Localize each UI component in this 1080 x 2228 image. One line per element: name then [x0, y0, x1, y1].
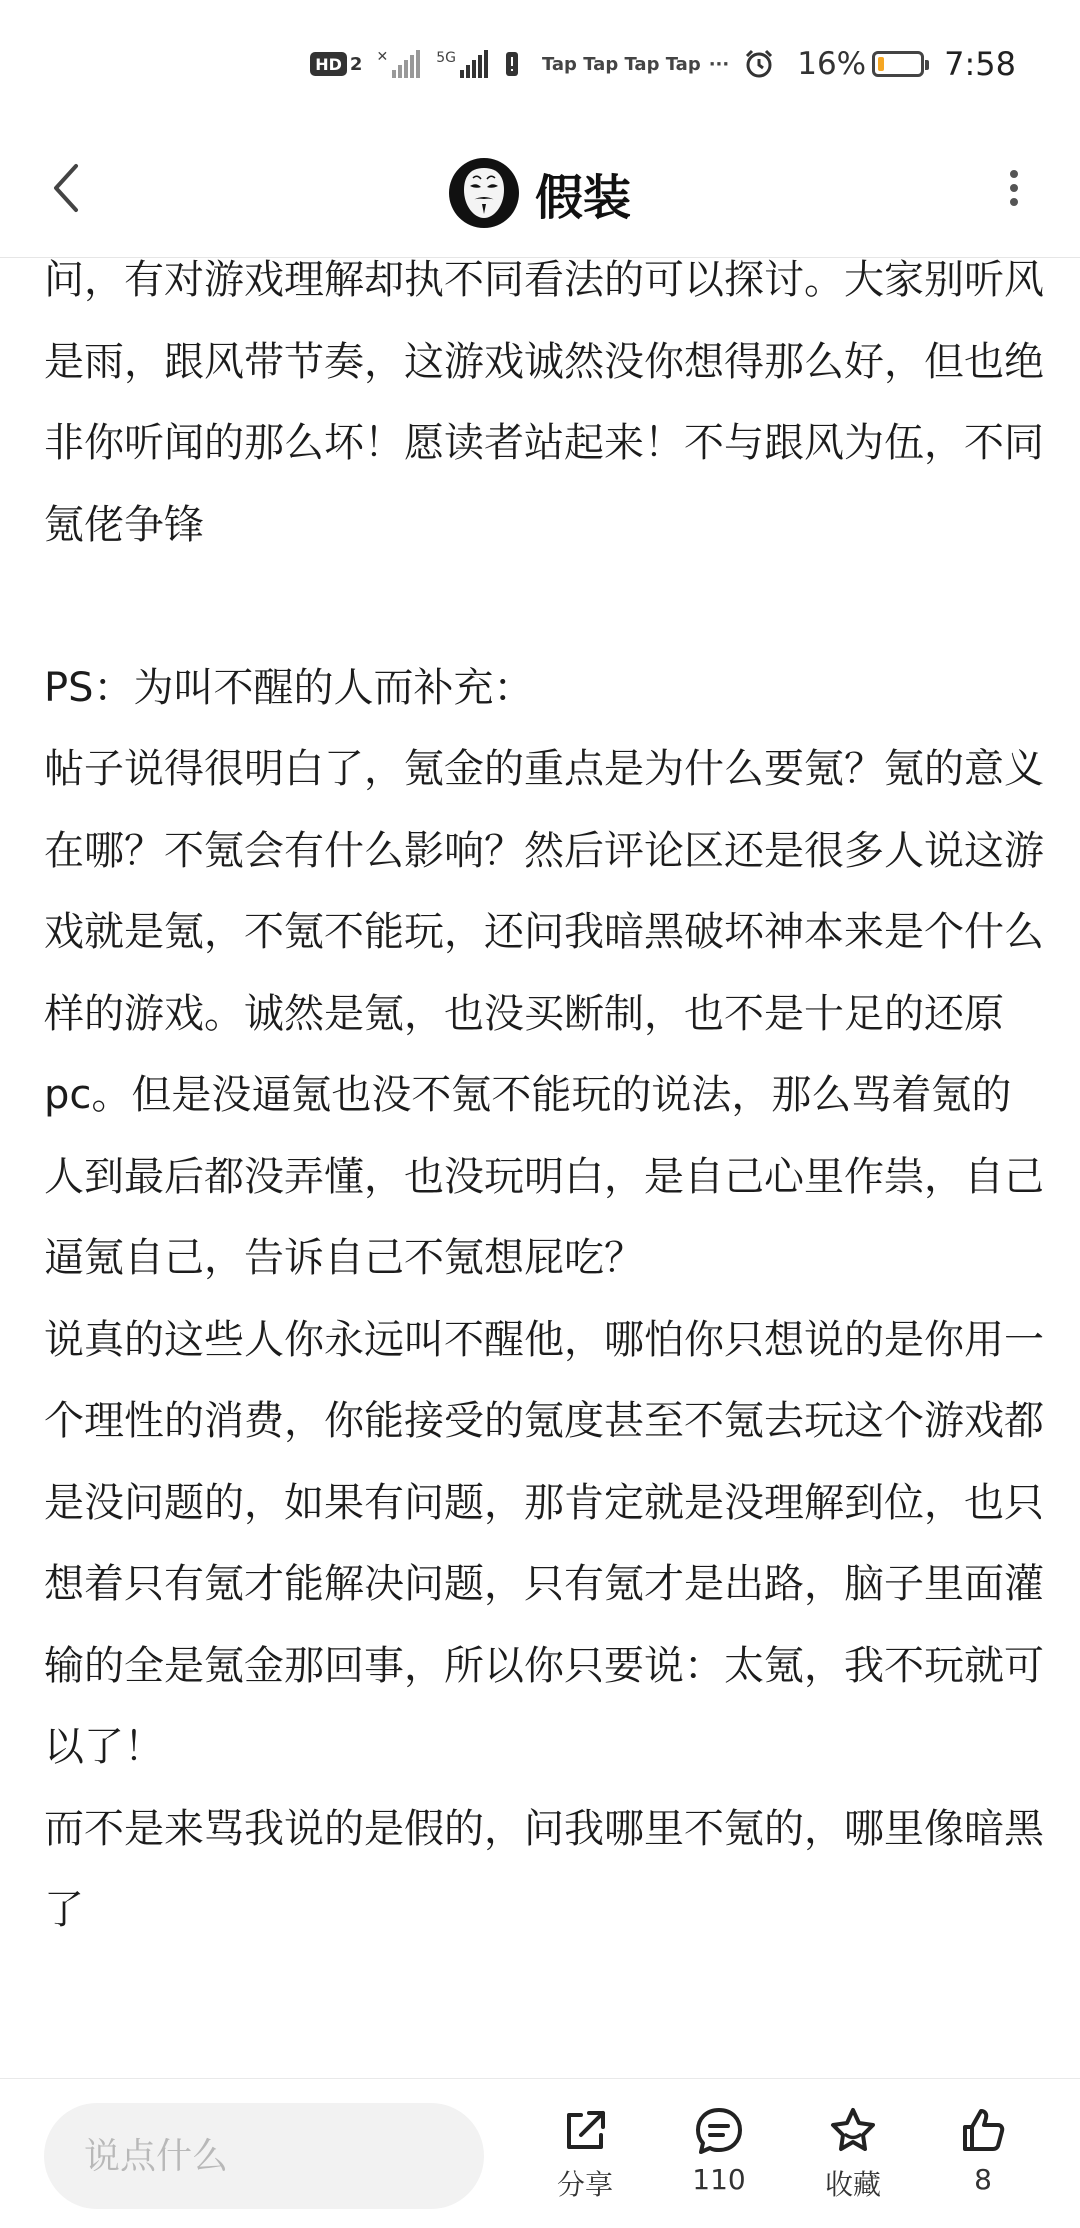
thumbs-up-icon	[957, 2105, 1009, 2157]
favorite-button[interactable]	[798, 2105, 908, 2215]
hd-badge: HD	[310, 52, 347, 76]
signal-bars-strong	[460, 50, 490, 78]
bottom-action-bar	[0, 2078, 1080, 2228]
sim-number: 2	[349, 53, 363, 75]
battery-fill	[878, 57, 884, 71]
comments-count: 110	[692, 2163, 746, 2196]
comment-input[interactable]	[44, 2103, 484, 2209]
more-options-button[interactable]	[984, 158, 1044, 218]
post-paragraph: 说真的这些人你永远叫不醒他，哪怕你只想说的是你用一个理性的消费，你能接受的氪度甚至不氪去玩这个游戏都是没问题的，如果有问题，那肯定就是没理解到位，也只想着只有氪才能解决问题，只有氪才是出路，脑子里面灌输的全是氪金那回事，所以你只要说：太氪，我不玩就可以了！	[44, 1316, 1044, 1770]
sim2-signal-icon	[436, 50, 490, 78]
battery-icon	[872, 51, 924, 77]
page-title: 假装	[534, 169, 631, 226]
comment-bubble-icon	[693, 2105, 745, 2157]
alert-icon	[504, 50, 520, 78]
share-icon	[559, 2105, 611, 2157]
clock: 7:58	[944, 45, 1016, 83]
alarm-icon	[743, 48, 775, 80]
sim1-signal-icon: ✕	[376, 50, 422, 78]
more-notifications: ···	[708, 53, 730, 75]
battery-percent: 16%	[797, 46, 867, 82]
post-paragraph: 问，有对游戏理解却执不同看法的可以探讨。大家别听风是雨，跟风带节奏，这游戏诚然没你想得那么好，但也绝非你听闻的那么坏！愿读者站起来！不与跟风为伍，不同氪佬争锋	[44, 257, 1044, 548]
hd-indicator	[310, 52, 362, 76]
signal-bars-weak	[392, 50, 422, 78]
comments-button[interactable]	[664, 2105, 774, 2215]
more-vertical-icon	[1010, 170, 1018, 178]
star-icon	[827, 2105, 879, 2157]
header	[0, 128, 1080, 258]
share-button[interactable]	[530, 2105, 640, 2215]
share-label: 分享	[556, 2168, 613, 2201]
mask-icon	[453, 162, 515, 224]
notification-apps: Tap Tap Tap Tap	[541, 53, 701, 75]
like-button[interactable]	[928, 2105, 1038, 2215]
post-paragraph: 而不是来骂我说的是假的，问我哪里不氪的，哪里像暗黑了	[44, 1805, 1044, 1933]
status-bar	[0, 0, 1080, 128]
paragraph-spacer	[44, 566, 1044, 648]
likes-count: 8	[974, 2163, 992, 2196]
post-paragraph: PS：为叫不醒的人而补充：	[44, 664, 534, 711]
header-title-group	[0, 128, 1080, 258]
network-type-label: 5G	[436, 50, 456, 66]
favorite-label: 收藏	[824, 2168, 881, 2201]
post-content	[44, 240, 1044, 2040]
avatar[interactable]	[449, 158, 519, 228]
post-paragraph: 帖子说得很明白了，氪金的重点是为什么要氪？氪的意义在哪？不氪会有什么影响？然后评论区还是很多人说这游戏就是氪，不氪不能玩，还问我暗黑破坏神本来是个什么样的游戏。诚然是氪，也没买断制，也不是十足的还原pc。但是没逼氪也没不氪不能玩的说法，那么骂着氪的人到最后都没弄懂，也没玩明白，是自己心里作祟，自己逼氪自己，告诉自己不氪想屁吃？	[44, 746, 1044, 1281]
